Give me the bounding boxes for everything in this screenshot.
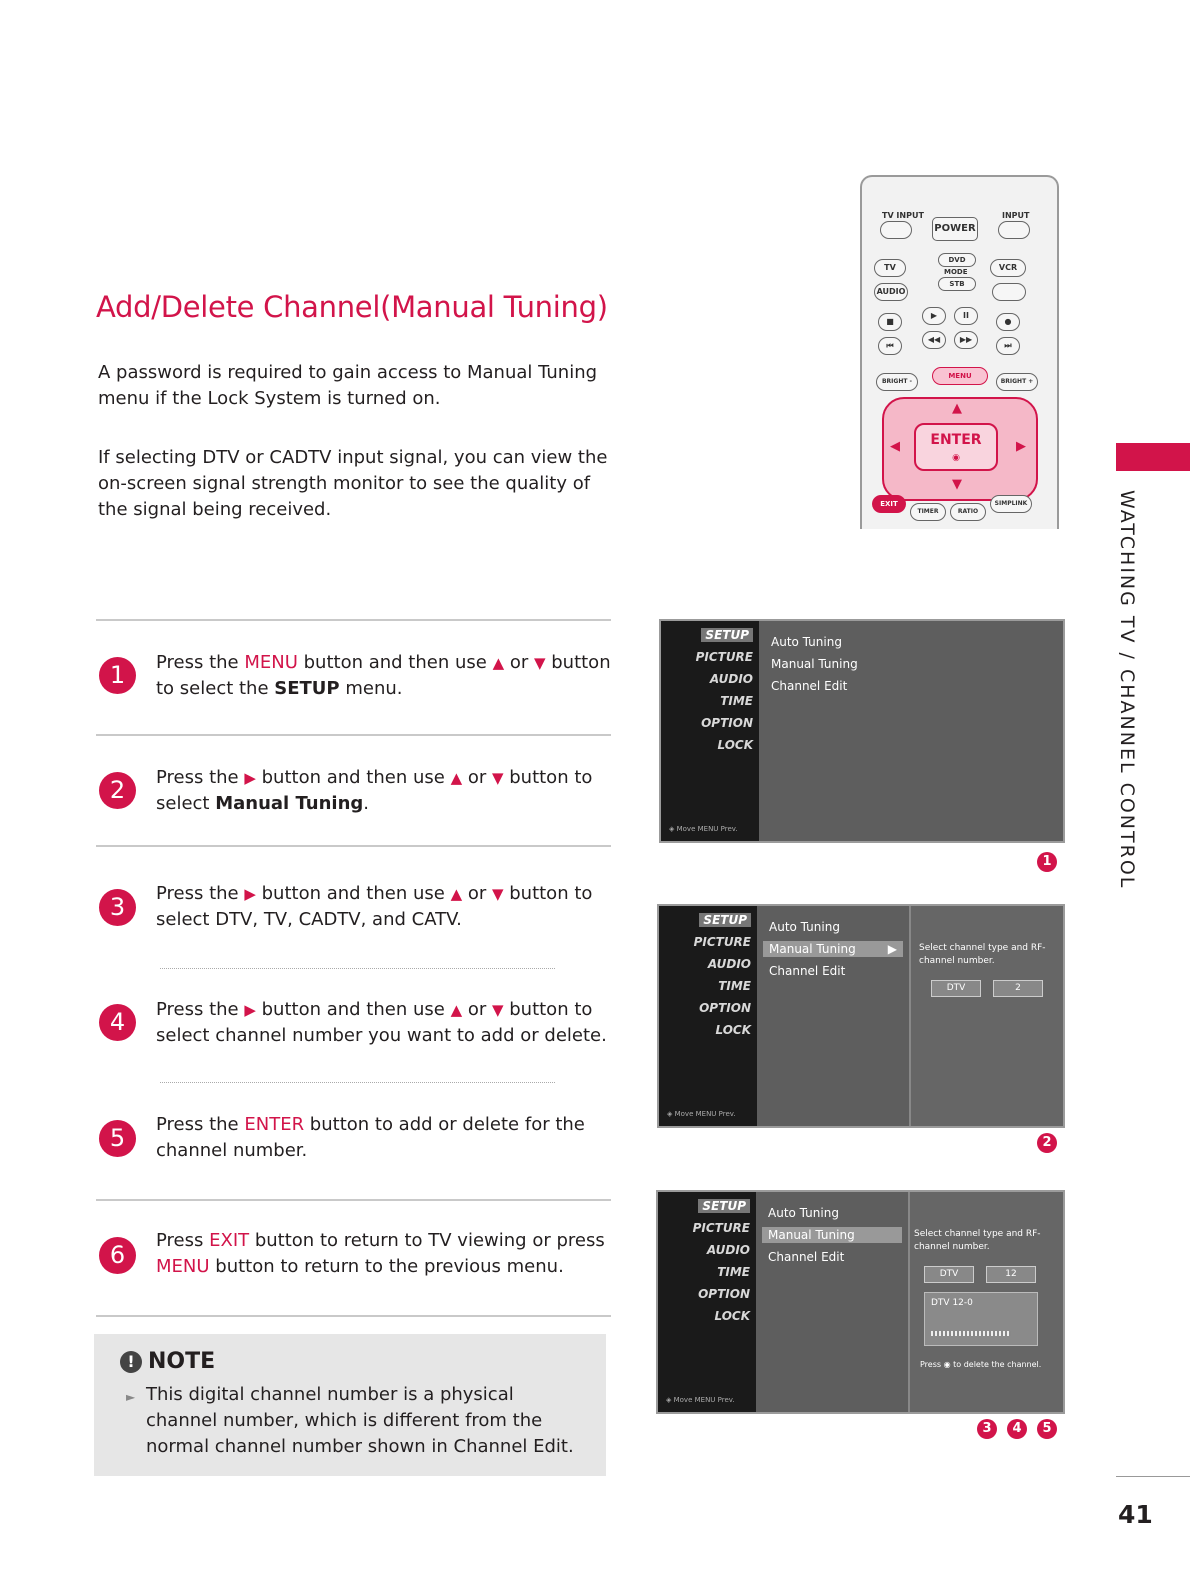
right-arrow-icon: ▶ [1016,439,1026,454]
intro-password: A password is required to gain access to Manual Tuning menu if the Lock System is turned on. [98,362,598,409]
page-title: Add/Delete Channel(Manual Tuning) [96,290,608,324]
tab-time: TIME [717,1265,750,1279]
menu-sidebar [658,1192,756,1412]
menu-screen-2 [657,904,1065,1128]
mode-label: MODE [944,268,968,276]
step-number-6: 6 [99,1237,136,1274]
signal-strength-bar [931,1331,1011,1336]
menu-button: MENU [932,367,988,385]
vcr-mode-button: VCR [990,259,1026,277]
divider [96,734,611,736]
page-number-rule [1116,1476,1190,1477]
channel-type-field: DTV [931,980,981,997]
menu-item-channel-edit: Channel Edit [768,1250,845,1264]
step-number-1: 1 [99,657,136,694]
tab-option: OPTION [698,1287,750,1301]
submenu-panel [909,906,1065,1126]
menu-item-auto-tuning: Auto Tuning [771,635,842,649]
callout-number: 2 [1037,1133,1057,1153]
channel-number-field: 12 [986,1266,1036,1283]
menu-item-auto-tuning: Auto Tuning [768,1206,839,1220]
divider [96,619,611,621]
submenu-panel [908,1192,1065,1412]
menu-item-manual-tuning: Manual Tuning ▶ [763,941,903,957]
enter-button: ENTER ◉ [914,423,998,471]
step-4-text: Press the ▶ button and then use ▲ or ▼ button to select channel number you want to add or delete. [156,999,607,1046]
input-button [998,221,1030,239]
dotted-divider [160,1082,555,1083]
down-arrow-icon: ▼ [952,477,962,492]
callout-number: 5 [1037,1419,1057,1439]
remote-control-illustration [860,175,1059,529]
tab-audio: AUDIO [709,672,753,686]
skip-back-button: ⏮ [878,337,902,355]
menu-footer: ◈ Move MENU Prev. [667,1110,736,1118]
tab-time: TIME [720,694,753,708]
submenu-prompt: Select channel type and RF-channel number. [914,1229,1041,1252]
tab-lock: LOCK [714,1309,750,1323]
divider [96,1315,611,1317]
callout-number: 3 [977,1419,997,1439]
tv-input-button [880,221,912,239]
step-number-4: 4 [99,1004,136,1041]
exclamation-icon: ! [120,1351,142,1373]
step-5-text: Press the ENTER button to add or delete for the channel number. [156,1114,585,1161]
rewind-button: ◀◀ [922,331,946,349]
menu-footer: ◈ Move MENU Prev. [669,825,738,833]
tab-option: OPTION [699,1001,751,1015]
ratio-button: RATIO [950,503,986,521]
callout-number: 1 [1037,852,1057,872]
section-tab-label: WATCHING TV / CHANNEL CONTROL [1116,490,1138,890]
step-2-text: Press the ▶ button and then use ▲ or ▼ button to select Manual Tuning. [156,767,593,814]
channel-number-field: 2 [993,980,1043,997]
step-number-5: 5 [99,1120,136,1157]
pause-button: II [954,307,978,325]
up-arrow-icon: ▲ [952,401,962,416]
dvd-mode-button: DVD [938,253,976,267]
tab-setup: SETUP [698,1199,750,1213]
stop-button: ■ [878,313,902,331]
menu-item-channel-edit: Channel Edit [769,964,846,978]
note-heading: ! NOTE [120,1349,215,1374]
submenu-prompt: Select channel type and RF-channel number. [919,943,1046,966]
page-number: 41 [1118,1500,1153,1529]
menu-footer: ◈ Move MENU Prev. [666,1396,735,1404]
power-button: POWER [932,217,978,241]
menu-item-auto-tuning: Auto Tuning [769,920,840,934]
timer-button: TIMER [910,503,946,521]
callout-number: 4 [1007,1419,1027,1439]
play-button: ▶ [922,307,946,325]
tab-lock: LOCK [717,738,753,752]
left-arrow-icon: ◀ [890,439,900,454]
tab-audio: AUDIO [706,1243,750,1257]
tab-setup: SETUP [699,913,751,927]
record-button: ● [996,313,1020,331]
delete-hint: Press ◉ to delete the channel. [920,1360,1042,1369]
dotted-divider [160,968,555,969]
menu-screen-3 [656,1190,1065,1414]
channel-type-field: DTV [924,1266,974,1283]
menu-item-manual-tuning: Manual Tuning [771,657,858,671]
tab-time: TIME [718,979,751,993]
intro-signal: If selecting DTV or CADTV input signal, you can view the on-screen signal strength monitor to see the quality of the signal being received. [98,447,608,520]
exit-button: EXIT [872,495,906,513]
bright-plus-button: BRIGHT + [996,373,1038,391]
tv-mode-button: TV [874,259,906,277]
step-number-3: 3 [99,889,136,926]
mode-button [992,283,1026,301]
step-6-text: Press EXIT button to return to TV viewing or press MENU button to return to the previous menu. [156,1230,605,1277]
tab-lock: LOCK [715,1023,751,1037]
tab-audio: AUDIO [707,957,751,971]
menu-screen-1 [659,619,1065,843]
tab-option: OPTION [701,716,753,730]
audio-mode-button: AUDIO [874,283,908,301]
signal-strength-monitor [924,1292,1038,1346]
tab-picture: PICTURE [692,1221,750,1235]
note-text: This digital channel number is a physical channel number, which is different from the normal channel number shown in Channel Edit. [146,1384,574,1457]
step-3-text: Press the ▶ button and then use ▲ or ▼ button to select DTV, TV, CADTV, and CATV. [156,883,593,930]
tv-input-label: TV INPUT [882,211,924,220]
input-label: INPUT [1002,211,1030,220]
divider [96,845,611,847]
stb-mode-button: STB [938,277,976,291]
menu-sidebar [661,621,759,841]
tab-picture: PICTURE [695,650,753,664]
menu-item-channel-edit: Channel Edit [771,679,848,693]
menu-item-manual-tuning: Manual Tuning [762,1227,902,1243]
fast-forward-button: ▶▶ [954,331,978,349]
right-arrow-icon: ▶ [887,942,897,956]
step-1-text: Press the MENU button and then use ▲ or ▼ button to select the SETUP menu. [156,652,611,699]
bright-minus-button: BRIGHT - [876,373,918,391]
channel-label: DTV 12-0 [931,1298,973,1308]
simplink-button: SIMPLINK [990,495,1032,513]
tab-picture: PICTURE [693,935,751,949]
bullet-arrow-icon: ► [126,1390,136,1404]
step-number-2: 2 [99,772,136,809]
section-tab-bar [1116,443,1190,471]
tab-setup: SETUP [701,628,753,642]
menu-sidebar [659,906,757,1126]
divider [96,1199,611,1201]
skip-forward-button: ⏭ [996,337,1020,355]
